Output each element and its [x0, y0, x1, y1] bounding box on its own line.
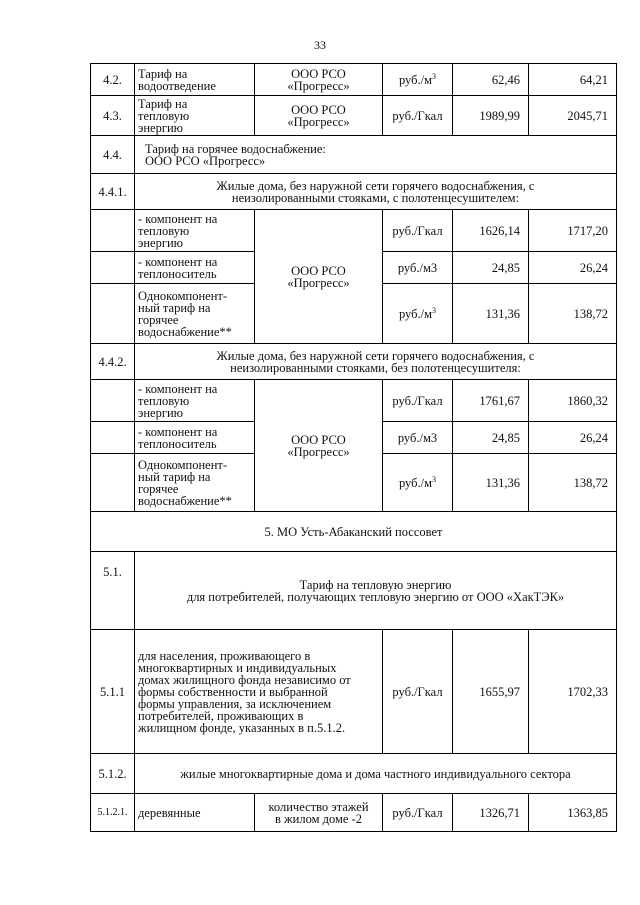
floor-condition: количество этажей в жилом доме -2 — [255, 794, 383, 832]
component-name: - компонент на тепловую энергию — [135, 380, 255, 422]
section-title: Жилые дома, без наружной сети горячего водоснабжения, с неизолированными стояками, с полотенцесушителем: — [135, 174, 617, 210]
value-1: 62,46 — [453, 64, 529, 96]
row-4-4-1 — [91, 174, 617, 210]
section-title: жилые многоквартирные дома и дома частного индивидуального сектора — [135, 754, 617, 794]
value-1: 1626,14 — [453, 210, 529, 252]
empty-number-cell — [91, 210, 135, 252]
value-1: 24,85 — [453, 422, 529, 454]
value-1: 131,36 — [453, 454, 529, 512]
value-1: 24,85 — [453, 252, 529, 284]
value-1: 131,36 — [453, 284, 529, 344]
consumer-description: для населения, проживающего в многоквартирных и индивидуальных домах жилищного фонда независимо от формы собственности и выбранной формы управления, за исключением потребителей, проживающих в жилищном фонде, указанных в п.5.1.2. — [135, 630, 383, 754]
section-title: Тариф на тепловую энергию для потребителей, получающих тепловую энергию от ООО «ХакТЭК» — [135, 552, 617, 630]
value-1: 1655,97 — [453, 630, 529, 754]
tariff-name: Тариф на водоотведение — [135, 64, 255, 96]
unit: $руб./м^3$ — [383, 284, 453, 344]
unit: руб./Гкал — [383, 96, 453, 136]
organization: ООО РСО «Прогресс» — [255, 64, 383, 96]
section-title: Тариф на горячее водоснабжение: ООО РСО «Прогресс» — [135, 136, 617, 174]
row-4-3 — [91, 96, 617, 136]
row-4-2 — [91, 64, 617, 96]
tariff-table — [90, 63, 617, 832]
row-4-4-1-item — [91, 210, 617, 252]
row-number: 4.3. — [91, 96, 135, 136]
value-1: 1761,67 — [453, 380, 529, 422]
row-number: 5.1.2. — [91, 754, 135, 794]
empty-number-cell — [91, 380, 135, 422]
value-2: 1717,20 — [529, 210, 617, 252]
value-2: 1860,32 — [529, 380, 617, 422]
empty-number-cell — [91, 252, 135, 284]
row-4-4-2 — [91, 344, 617, 380]
value-2: 64,21 — [529, 64, 617, 96]
value-2: 138,72 — [529, 454, 617, 512]
component-name: - компонент на тепловую энергию — [135, 210, 255, 252]
empty-number-cell — [91, 284, 135, 344]
row-number: 5.1. — [91, 552, 135, 630]
unit: руб./м3 — [383, 422, 453, 454]
tariff-name: Тариф на тепловую энергию — [135, 96, 255, 136]
material-name: деревянные — [135, 794, 255, 832]
row-number: 4.2. — [91, 64, 135, 96]
row-number: 4.4. — [91, 136, 135, 174]
value-1: 1989,99 — [453, 96, 529, 136]
empty-number-cell — [91, 454, 135, 512]
component-name: Однокомпонент- ный тариф на горячее водоснабжение** — [135, 454, 255, 512]
row-5-1-2-1 — [91, 794, 617, 832]
value-2: 138,72 — [529, 284, 617, 344]
value-2: 1702,33 — [529, 630, 617, 754]
value-2: 26,24 — [529, 422, 617, 454]
unit: руб./Гкал — [383, 380, 453, 422]
value-2: 1363,85 — [529, 794, 617, 832]
unit: $руб./м^3$ — [383, 454, 453, 512]
component-name: - компонент на теплоноситель — [135, 252, 255, 284]
row-number: 4.4.2. — [91, 344, 135, 380]
organization: ООО РСО «Прогресс» — [255, 210, 383, 344]
empty-number-cell — [91, 422, 135, 454]
unit: руб./Гкал — [383, 210, 453, 252]
section-title: 5. МО Усть-Абаканский поссовет — [91, 512, 617, 552]
organization: ООО РСО «Прогресс» — [255, 380, 383, 512]
unit: руб./Гкал — [383, 794, 453, 832]
row-number: 4.4.1. — [91, 174, 135, 210]
value-1: 1326,71 — [453, 794, 529, 832]
row-5-1-2 — [91, 754, 617, 794]
component-name: - компонент на теплоноситель — [135, 422, 255, 454]
value-2: 2045,71 — [529, 96, 617, 136]
unit: $руб./м^3$ — [383, 64, 453, 96]
section-title: Жилые дома, без наружной сети горячего водоснабжения, с неизолированными стояками, без полотенцесушителя: — [135, 344, 617, 380]
row-4-4-2-item — [91, 380, 617, 422]
section-5-heading — [91, 512, 617, 552]
page-number: 33 — [314, 38, 326, 52]
unit: руб./Гкал — [383, 630, 453, 754]
component-name: Однокомпонент- ный тариф на горячее водоснабжение** — [135, 284, 255, 344]
row-5-1-1 — [91, 630, 617, 754]
row-5-1 — [91, 552, 617, 630]
row-4-4 — [91, 136, 617, 174]
row-number: 5.1.1 — [91, 630, 135, 754]
value-2: 26,24 — [529, 252, 617, 284]
organization: ООО РСО «Прогресс» — [255, 96, 383, 136]
row-number: 5.1.2.1. — [91, 794, 135, 832]
unit: руб./м3 — [383, 252, 453, 284]
